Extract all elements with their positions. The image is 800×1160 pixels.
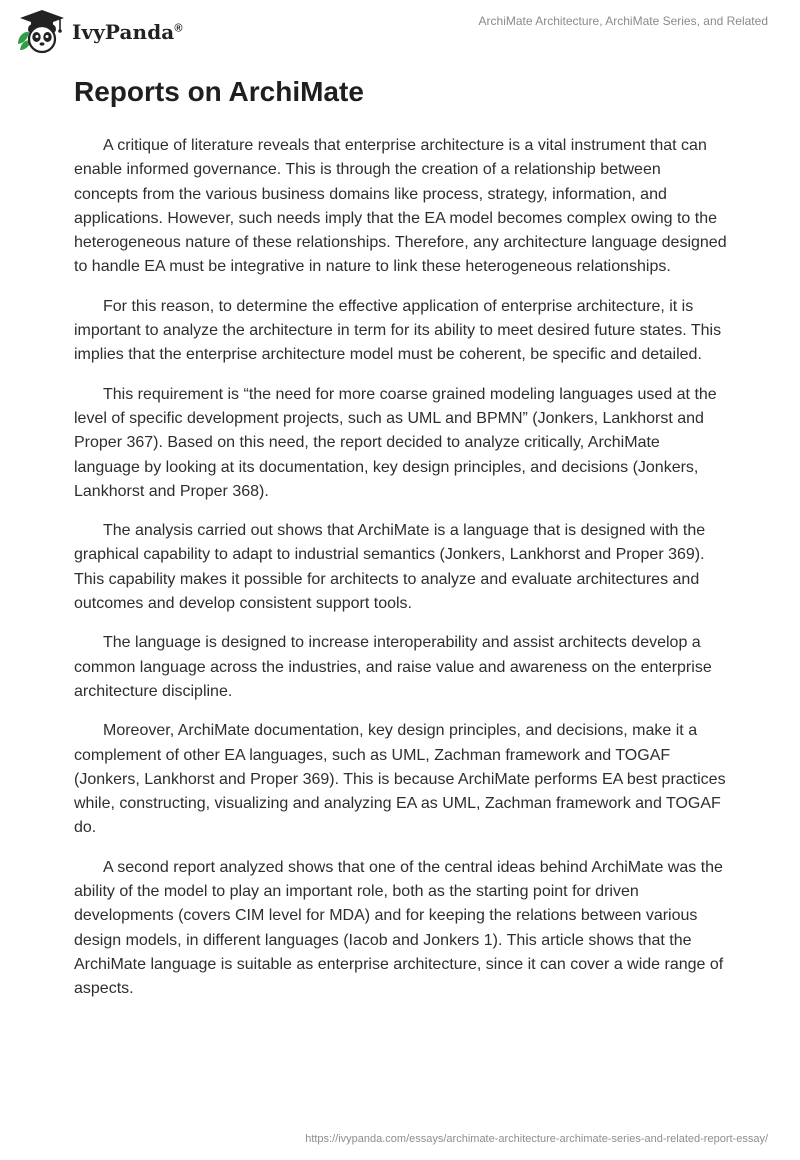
paragraph-4: The analysis carried out shows that ArchiMate is a language that is designed with the graphical capability to adapt to industrial semantics (Jonkers, Lankhorst and Proper 369). This capability makes it possible for architects to analyze and evaluate architectures and outcomes and develop consistent support tools. [74,522,706,613]
ivypanda-logo[interactable] [14,8,183,56]
page-title: Reports on ArchiMate [74,76,364,107]
paragraph-6: Moreover, ArchiMate documentation, key design principles, and decisions, make it a complement of other EA languages, such as UML, Zachman framework and TOGAF (Jonkers, Lankhorst and Proper 369). This is because ArchiMate performs EA best practices while, constructing, visualizing and analyzing EA as UML, Zachman framework and TOGAF do. [74,722,726,837]
paragraph-7: A second report analyzed shows that one of the central ideas behind ArchiMate was the ability of the model to play an important role, both as the starting point for driven developments (covers CIM level for MDA) and for keeping the relations between various design models, in different languages (Iacob and Jonkers 1). This article shows that the ArchiMate language is suitable as enterprise architecture, since it can cover a wide range of aspects. [74,858,724,998]
article-body [74,134,728,1002]
paragraph-1: A critique of literature reveals that enterprise architecture is a vital instrument that can enable informed governance. This is through the creation of a relationship between concepts from the various business domains like process, strategy, information, and applications. However, such needs imply that the EA model becomes complex owing to the heterogeneous nature of these relationships. Therefore, any architecture language designed to handle EA must be integrative in nature to link these heterogeneous relationships. [74,137,727,276]
panda-graduate-icon [14,8,70,56]
document-header-title: ArchiMate Architecture, ArchiMate Series, and Related [478,14,768,28]
paragraph-5: The language is designed to increase interoperability and assist architects develop a common language across the industries, and raise value and awareness on the enterprise architecture discipline. [74,634,712,700]
registered-mark: ® [174,22,183,35]
logo-wordmark [72,20,183,44]
paragraph-3: This requirement is “the need for more coarse grained modeling languages used at the level of specific development projects, such as UML and BPMN” (Jonkers, Lankhorst and Proper 367). Based on this need, the report decided to analyze critically, ArchiMate language by looking at its documentation, key design principles, and decisions (Jonkers, Lankhorst and Proper 368). [74,385,717,500]
page-header [0,0,800,60]
paragraph-2: For this reason, to determine the effective application of enterprise architecture, it is important to analyze the architecture in term for its ability to meet desired future states. This implies that the enterprise architecture model must be coherent, be specific and detailed. [74,297,722,364]
source-url[interactable]: https://ivypanda.com/essays/archimate-architecture-archimate-series-and-related-report-essay/ [305,1133,768,1145]
article-content [74,72,728,1017]
logo-name: IvyPanda [72,20,175,44]
